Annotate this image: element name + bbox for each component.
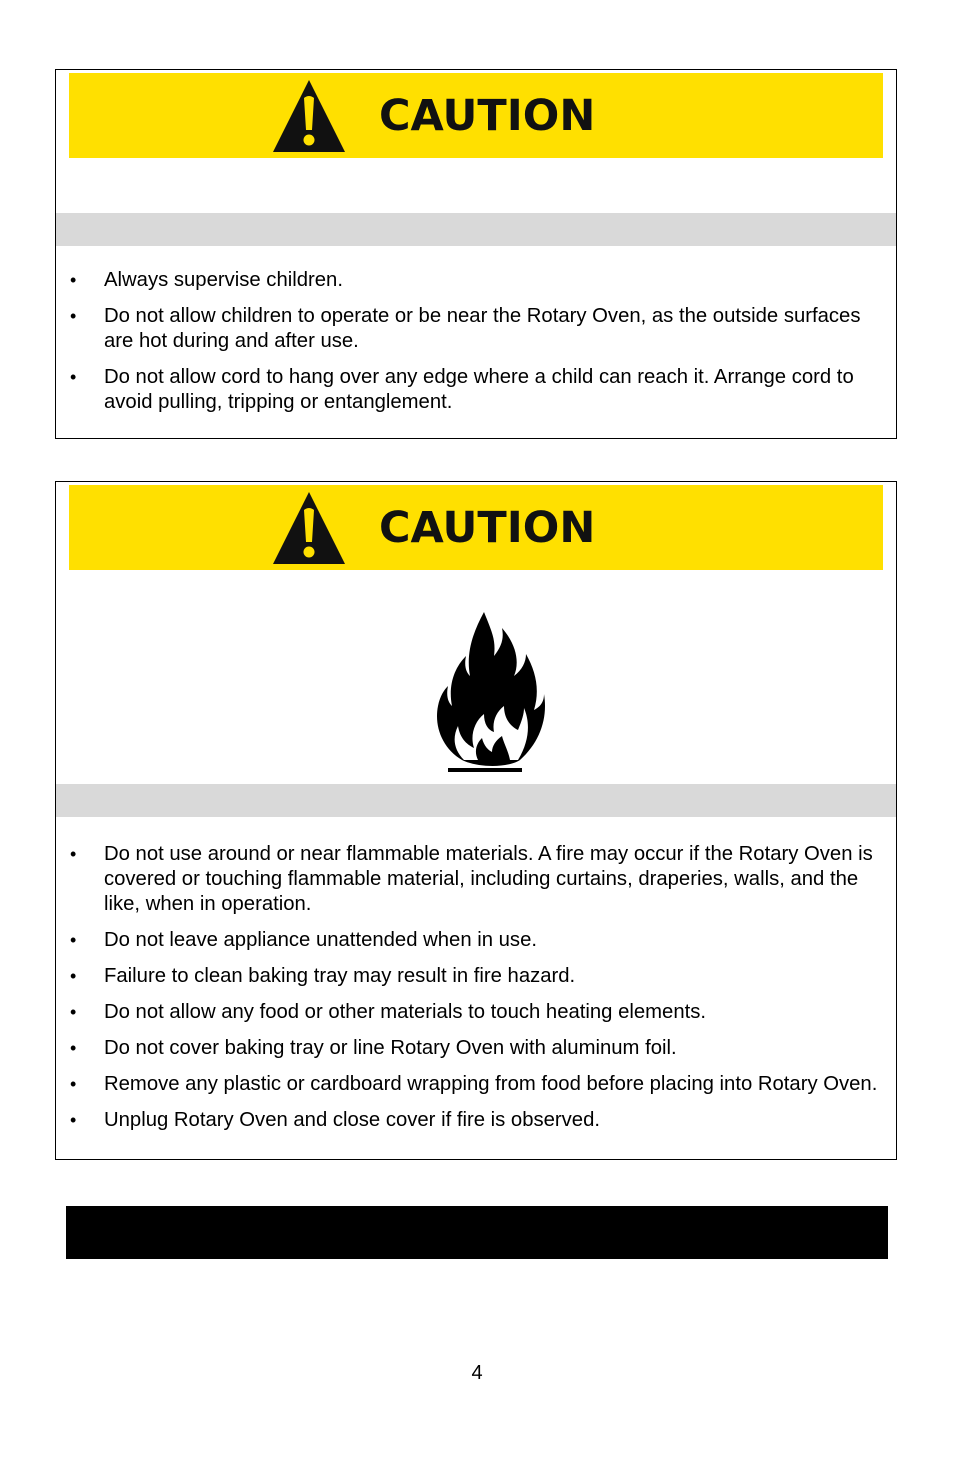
caution-box-fire	[55, 481, 897, 1160]
warning-triangle-icon	[272, 78, 346, 154]
list-item: • Do not cover baking tray or line Rotary Oven with aluminum foil.	[70, 1037, 677, 1059]
list-item: • Remove any plastic or cardboard wrapping from food before placing into Rotary Oven.	[70, 1073, 878, 1095]
section-divider-bar	[56, 784, 896, 817]
list-item: • Do not allow any food or other materials to touch heating elements.	[70, 1001, 707, 1023]
bullet-list	[56, 842, 896, 1144]
list-item: • Failure to clean baking tray may result in fire hazard.	[70, 965, 576, 987]
list-item-text: Remove any plastic or cardboard wrapping from food before placing into Rotary Oven.	[104, 1073, 878, 1095]
list-item-text: Do not cover baking tray or line Rotary Oven with aluminum foil.	[104, 1037, 677, 1059]
caution-header	[272, 490, 595, 566]
list-item: • Do not allow cord to hang over any edge where a child can reach it. Arrange cord to avoid pulling, tripping or entanglement.	[70, 366, 854, 413]
caution-label: CAUTION	[379, 502, 596, 553]
caution-banner	[69, 73, 883, 158]
caution-banner	[69, 485, 883, 570]
list-item-text: Unplug Rotary Oven and close cover if fire is observed.	[104, 1109, 600, 1131]
caution-header	[272, 78, 595, 154]
list-item: • Unplug Rotary Oven and close cover if fire is observed.	[70, 1109, 600, 1131]
warning-triangle-icon	[272, 490, 346, 566]
list-item-text: Do not use around or near flammable materials. A fire may occur if the Rotary Oven is covered or touching flammable material, including curtains, draperies, walls, and the like, when in operation.	[104, 843, 873, 915]
caution-box-children	[55, 69, 897, 439]
section-heading-bar	[66, 1206, 888, 1259]
list-item: • Do not allow children to operate or be near the Rotary Oven, as the outside surfaces are hot during and after use.	[70, 305, 861, 352]
list-item-text: Do not allow cord to hang over any edge where a child can reach it. Arrange cord to avoid pulling, tripping or entanglement.	[104, 366, 854, 413]
flame-icon	[434, 610, 548, 776]
list-item: • Always supervise children.	[70, 269, 343, 291]
bullet-list	[56, 268, 896, 426]
list-item: • Do not leave appliance unattended when in use.	[70, 929, 537, 951]
caution-label: CAUTION	[379, 90, 596, 141]
list-item-text: Do not allow children to operate or be near the Rotary Oven, as the outside surfaces are hot during and after use.	[104, 305, 861, 352]
list-item-text: Failure to clean baking tray may result in fire hazard.	[104, 965, 576, 987]
list-item: • Do not use around or near flammable materials. A fire may occur if the Rotary Oven is covered or touching flammable material, including curtains, draperies, walls, and the like, when in operation.	[70, 843, 873, 915]
list-item-text: Always supervise children.	[104, 269, 343, 291]
section-divider-bar	[56, 213, 896, 246]
list-item-text: Do not allow any food or other materials to touch heating elements.	[104, 1001, 707, 1023]
list-item-text: Do not leave appliance unattended when in use.	[104, 929, 537, 951]
page-number: 4	[471, 1362, 483, 1384]
